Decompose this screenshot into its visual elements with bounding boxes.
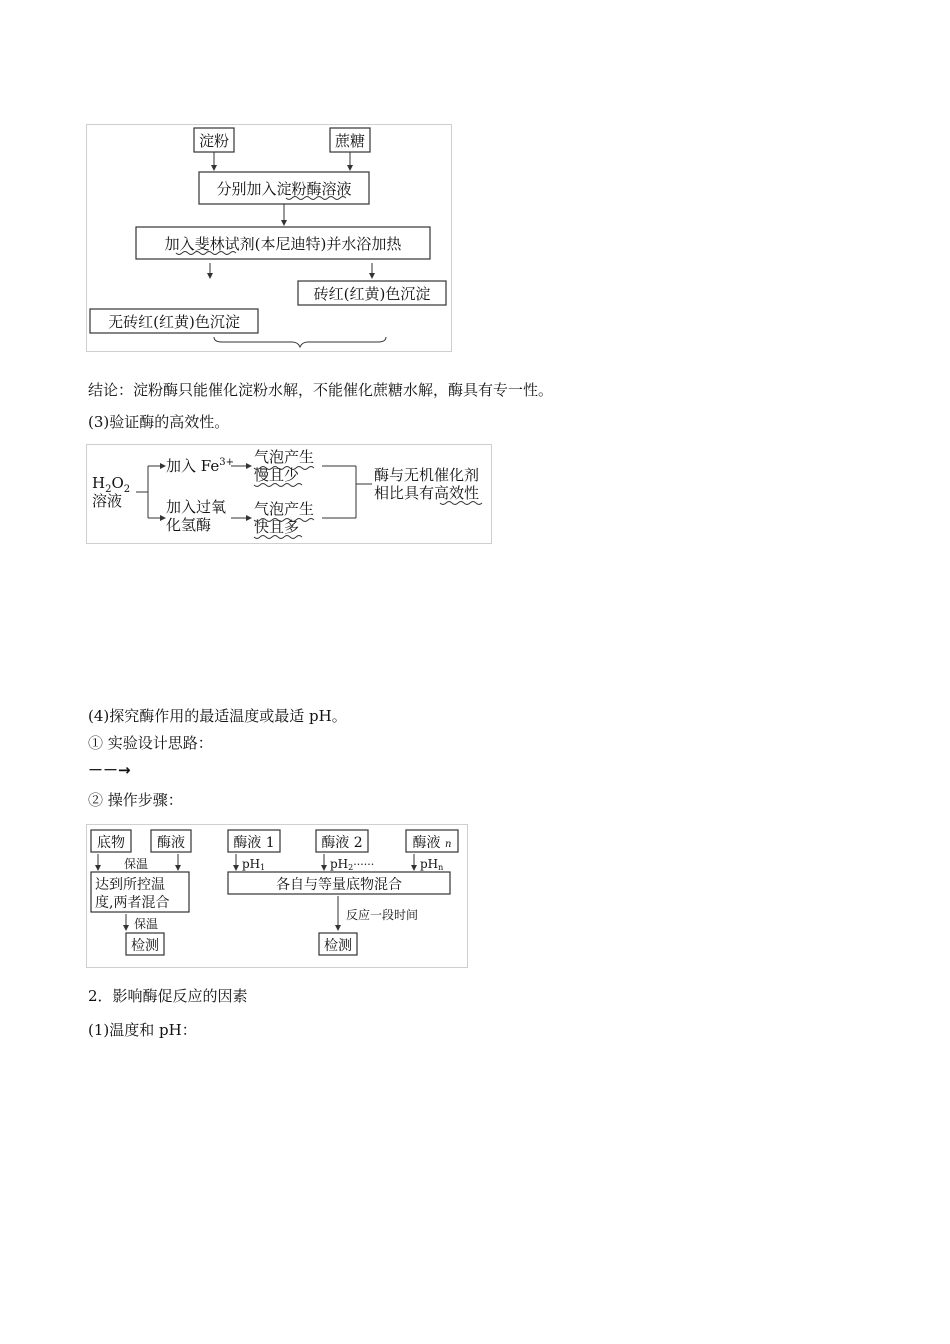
ph2-label: pH2······ (330, 857, 375, 872)
figure-enzyme-efficiency (86, 444, 494, 546)
ph1-label: pH1 (242, 857, 266, 872)
result-no-precipitate: 无砖红(红黄)色沉淀 (108, 313, 240, 331)
sucrose-label: 蔗糖 (334, 132, 366, 150)
mix-equal-substrate: 各自与等量底物混合 (276, 877, 402, 893)
design-idea-label: ① 实验设计思路： (88, 734, 213, 752)
enzyme-n-label: 酶液 n (412, 835, 452, 851)
section-2-heading: 2．影响酶促反应的因素 (88, 987, 248, 1005)
substrate-label: 底物 (97, 835, 125, 851)
enzyme-1-label: 酶液 1 (233, 835, 275, 851)
detect-label-2: 检测 (324, 938, 352, 954)
keep-temp-label-2: 保温 (134, 917, 159, 931)
conclusion-specificity: 结论：淀粉酶只能催化淀粉水解，不能催化蔗糖水解，酶具有专一性。 (88, 381, 554, 399)
slow-bubbles-2: 慢且少 (254, 466, 300, 484)
section-2-1-heading: (1)温度和 pH： (88, 1021, 197, 1039)
phn-label: pHn (420, 857, 444, 872)
heading-efficiency: (3)验证酶的高效性。 (88, 413, 230, 431)
figure-operation-steps (86, 824, 470, 970)
mix-at-temp-1: 达到所控温 (95, 877, 165, 893)
keep-temp-label-1: 保温 (124, 857, 149, 871)
procedure-label: ② 操作步骤： (88, 791, 183, 809)
efficiency-conclusion-1: 酶与无机催化剂 (374, 466, 480, 484)
enzyme-label: 酶液 (157, 835, 185, 851)
enzyme-2-label: 酶液 2 (321, 835, 363, 851)
step-add-amylase: 分别加入淀粉酶溶液 (216, 180, 352, 198)
add-fe-label: 加入 $Fe^{3+}$ (166, 457, 234, 475)
fast-bubbles-1: 气泡产生 (254, 500, 315, 518)
slow-bubbles-1: 气泡产生 (254, 448, 315, 466)
design-idea-arrow: －－→ (88, 761, 131, 779)
fast-bubbles-2: 快且多 (254, 518, 300, 536)
detect-label-1: 检测 (131, 938, 159, 954)
h2o2-formula: $H_2O_2$ (92, 474, 131, 495)
efficiency-conclusion-2: 相比具有高效性 (374, 484, 480, 502)
result-brick-red-precipitate: 砖红(红黄)色沉淀 (313, 285, 431, 303)
h2o2-solution-label: 溶液 (92, 492, 123, 510)
add-catalase-2: 化氢酶 (166, 516, 212, 534)
add-catalase-1: 加入过氧 (166, 498, 227, 516)
mix-at-temp-2: 度,两者混合 (95, 895, 170, 911)
step-add-fehling: 加入斐林试剂(本尼迪特)并水浴加热 (164, 235, 402, 253)
react-time-label: 反应一段时间 (346, 908, 419, 922)
heading-optimal-conditions: (4)探究酶作用的最适温度或最适 pH。 (88, 707, 347, 725)
figure-enzyme-specificity (86, 124, 454, 354)
starch-label: 淀粉 (198, 132, 230, 150)
